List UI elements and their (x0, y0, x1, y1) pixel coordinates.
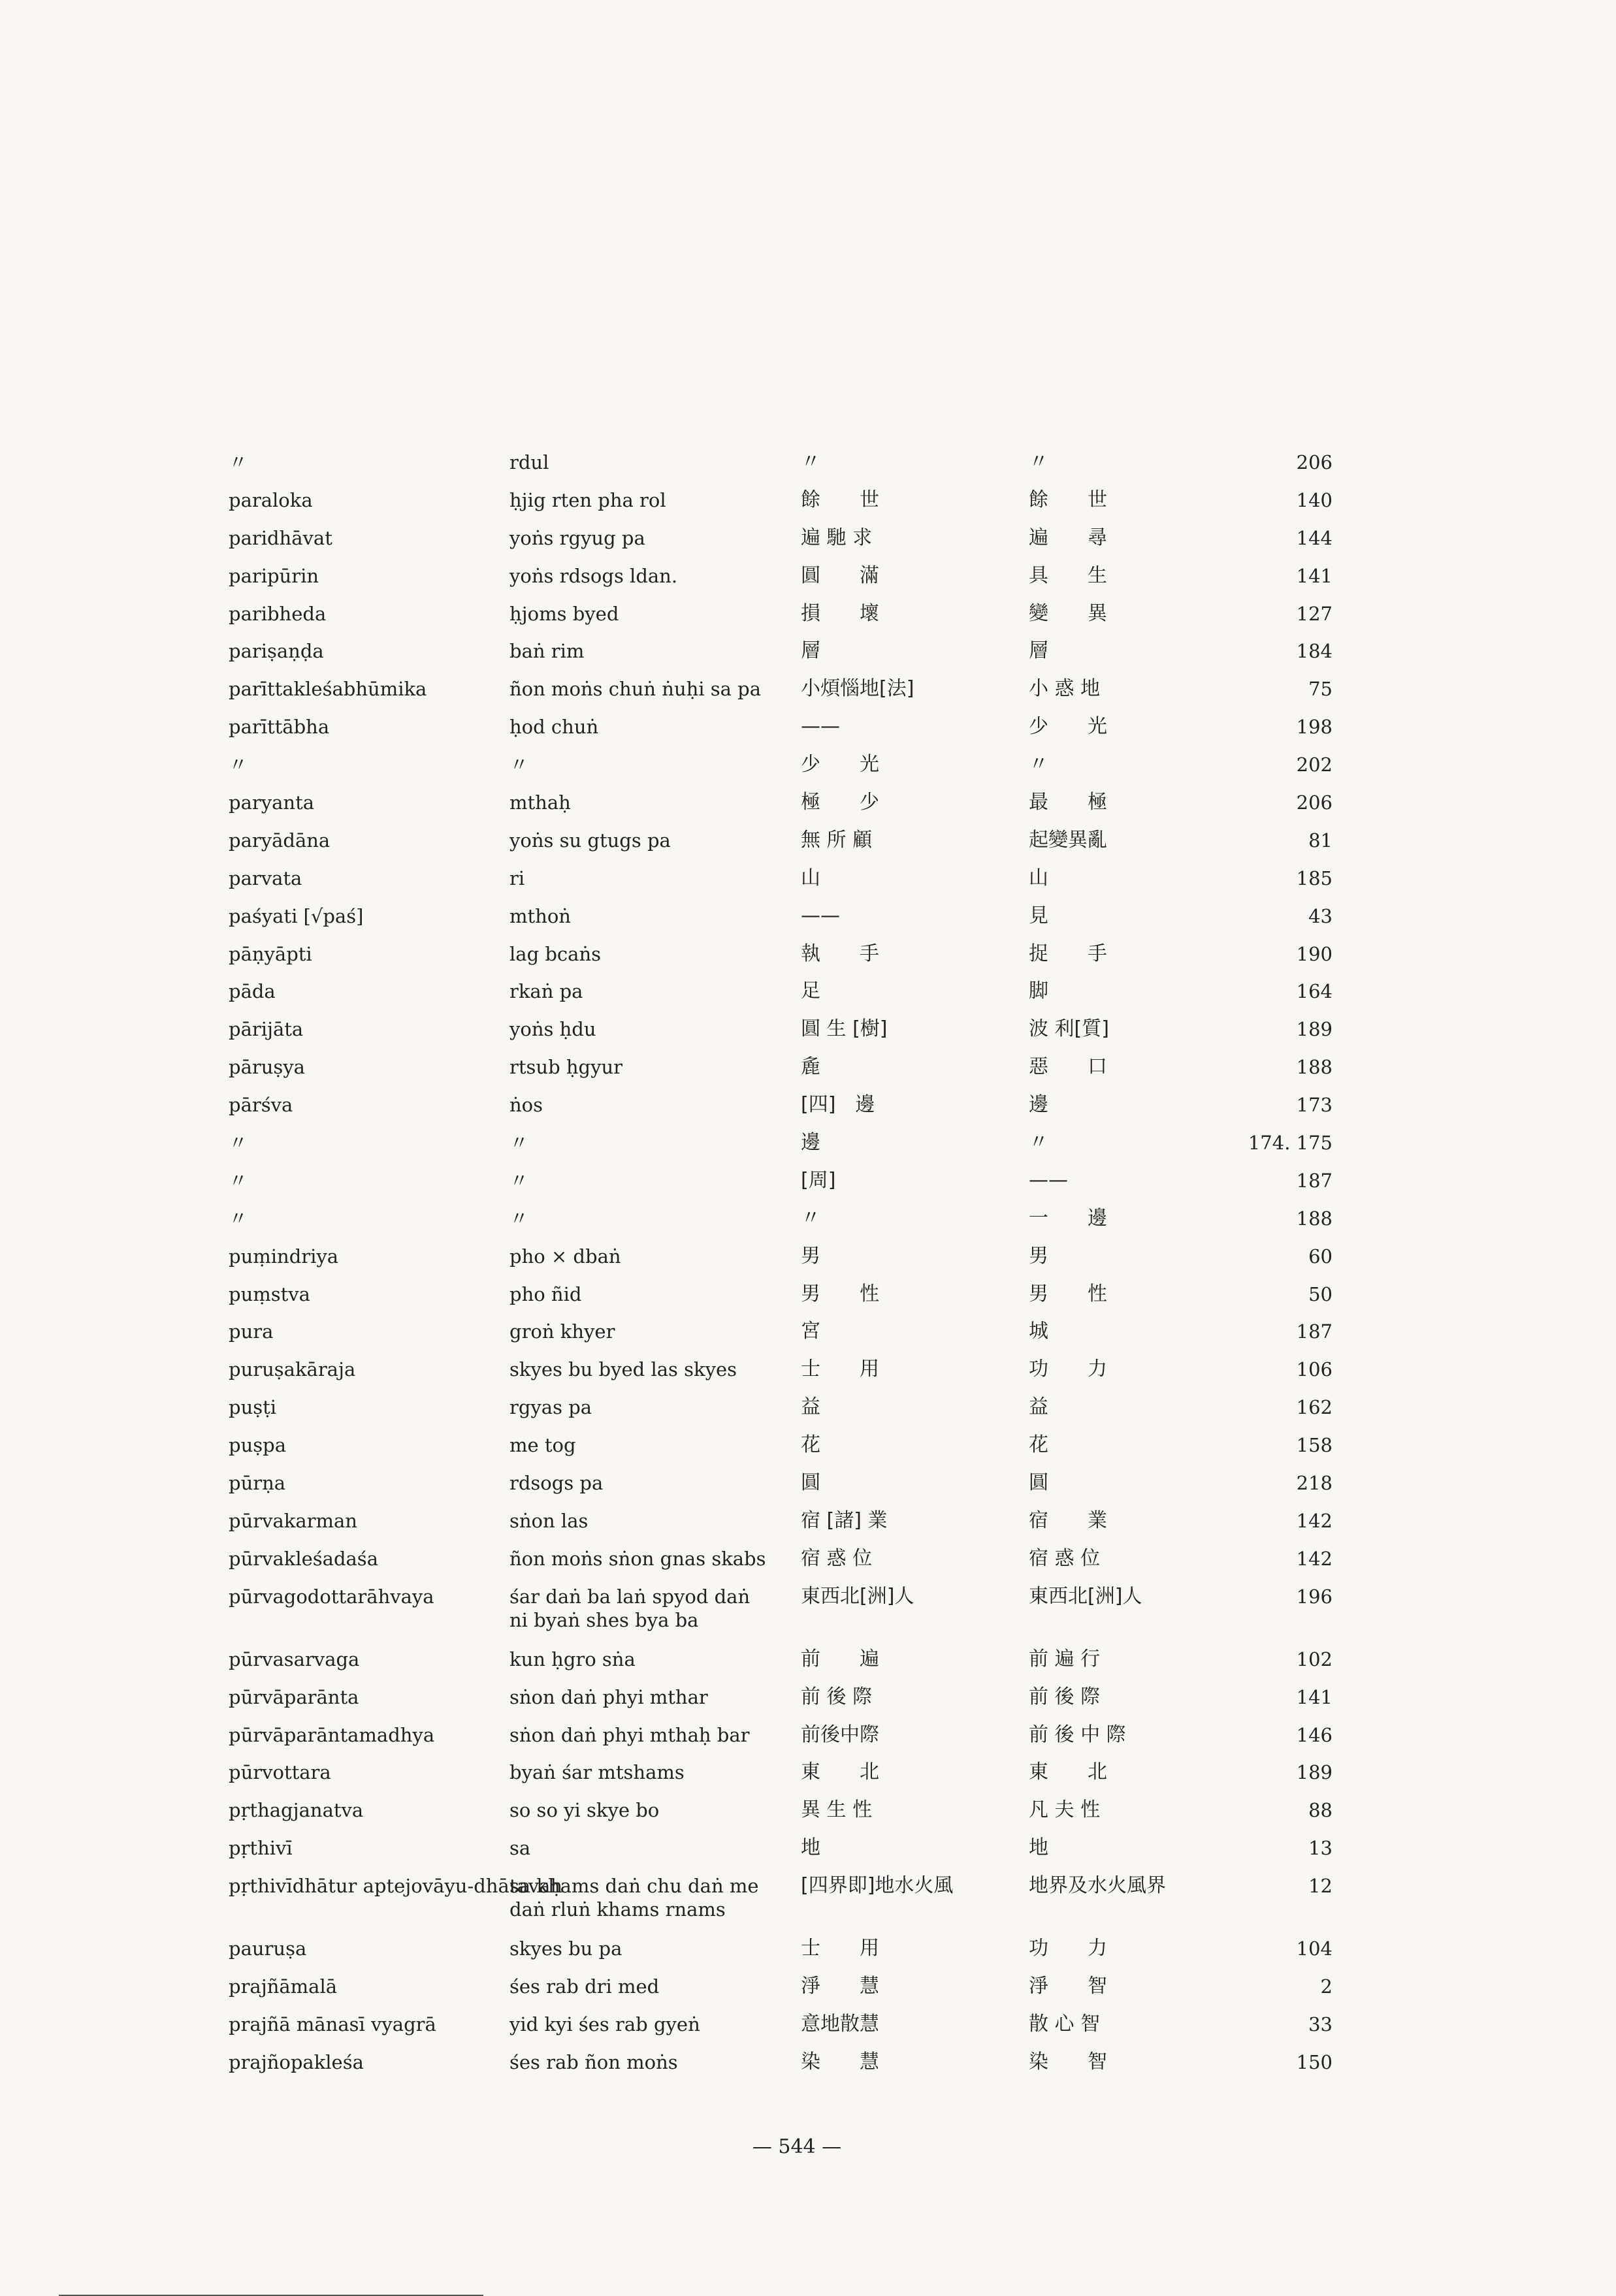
glossary-table (229, 451, 1333, 2088)
tibetan-term: śes rab dri med (509, 1975, 660, 1998)
chinese-translation-1: 士 用 (801, 1937, 879, 1960)
page-ref: 173 (1296, 1094, 1333, 1117)
sanskrit-term: paryādāna (229, 829, 331, 852)
tibetan-term: śar daṅ ba laṅ spyod daṅ ni byaṅ shes bya ba (509, 1585, 751, 1631)
table-row (229, 1017, 1333, 1055)
table-row (229, 1509, 1333, 1547)
tibetan-term: yoṅs rdsogs ldan. (509, 564, 678, 587)
page-ref: 50 (1308, 1283, 1333, 1305)
chinese-translation-1: 益 (801, 1395, 820, 1419)
sanskrit-term: 〃 (229, 754, 248, 776)
sanskrit-term: pūrvottara (229, 1761, 331, 1784)
tibetan-term: pho × dbaṅ (509, 1245, 621, 1268)
table-row (229, 1131, 1333, 1169)
table-row (229, 1320, 1333, 1358)
sanskrit-term: pārśva (229, 1094, 293, 1117)
sanskrit-term: 〃 (229, 1207, 248, 1230)
chinese-translation-2: 東 北 (1029, 1761, 1107, 1784)
chinese-translation-2: 邊 (1029, 1093, 1048, 1117)
chinese-translation-2: 〃 (1029, 753, 1048, 776)
chinese-translation-1: 東西北[洲]人 (801, 1584, 914, 1608)
chinese-translation-1: 東 北 (801, 1761, 879, 1784)
tibetan-term: baṅ rim (509, 640, 585, 663)
chinese-translation-1: 損 壞 (801, 601, 879, 625)
chinese-translation-1: 圓 生 [樹] (801, 1017, 888, 1041)
page-ref: 75 (1308, 678, 1333, 701)
page-ref: 142 (1296, 1547, 1333, 1570)
tibetan-term: pho ñid (509, 1283, 582, 1305)
tibetan-term: skyes bu byed las skyes (509, 1358, 737, 1381)
table-row (229, 942, 1333, 980)
table-row (229, 867, 1333, 904)
table-row (229, 1093, 1333, 1131)
chinese-translation-1: 麁 (801, 1055, 820, 1079)
page-ref: 102 (1296, 1648, 1333, 1670)
chinese-translation-1: 地 (801, 1836, 820, 1860)
table-row (229, 904, 1333, 942)
chinese-translation-2: 見 (1029, 904, 1048, 927)
page-ref: 43 (1308, 904, 1333, 927)
chinese-translation-1: 無 所 顧 (801, 828, 873, 852)
page-ref: 164 (1296, 980, 1333, 1003)
chinese-translation-2: 前 遍 行 (1029, 1647, 1101, 1670)
tibetan-term: groṅ khyer (509, 1320, 615, 1343)
page-ref: 206 (1296, 451, 1333, 473)
sanskrit-term: puruṣakāraja (229, 1358, 356, 1381)
table-row (229, 829, 1333, 867)
tibetan-term: ḥjoms byed (509, 602, 619, 625)
tibetan-term: mthoṅ (509, 904, 571, 927)
tibetan-term: 〃 (509, 1207, 529, 1230)
chinese-translation-2: 地 (1029, 1836, 1048, 1860)
tibetan-term: byaṅ śar mtshams (509, 1761, 685, 1784)
chinese-translation-2: 一 邊 (1029, 1206, 1107, 1230)
page-ref: 140 (1296, 488, 1333, 511)
sanskrit-term: paraloka (229, 488, 313, 511)
chinese-translation-2: 城 (1029, 1320, 1048, 1343)
sanskrit-term: pūrvasarvaga (229, 1648, 360, 1670)
chinese-translation-1: 染 慧 (801, 2050, 879, 2073)
tibetan-term: yoṅs rgyug pa (509, 526, 645, 549)
table-row (229, 1836, 1333, 1874)
tibetan-term: rdsogs pa (509, 1472, 604, 1495)
tibetan-term: kun ḥgro sṅa (509, 1648, 636, 1670)
table-row (229, 488, 1333, 526)
chinese-translation-1: 〃 (801, 1206, 820, 1230)
page-ref: 33 (1308, 2013, 1333, 2035)
page-ref: 187 (1296, 1320, 1333, 1343)
chinese-translation-1: [周] (801, 1168, 836, 1192)
tibetan-term: rgyas pa (509, 1396, 592, 1419)
tibetan-term: yoṅs su gtugs pa (509, 829, 671, 852)
tibetan-term: mthaḥ (509, 791, 571, 814)
chinese-translation-1: 宿 惑 位 (801, 1546, 873, 1570)
table-row (229, 1471, 1333, 1509)
tibetan-term: skyes bu pa (509, 1937, 622, 1960)
chinese-translation-2: 凡 夫 性 (1029, 1798, 1101, 1822)
sanskrit-term: 〃 (229, 1169, 248, 1192)
chinese-translation-2: 脚 (1029, 980, 1048, 1003)
sanskrit-term: prajñā mānasī vyagrā (229, 2013, 436, 2035)
sanskrit-term: prajñāmalā (229, 1975, 338, 1998)
chinese-translation-1: 士 用 (801, 1358, 879, 1381)
chinese-translation-2: 〃 (1029, 451, 1048, 473)
sanskrit-term: pūrvāparānta (229, 1685, 359, 1708)
table-row (229, 1547, 1333, 1585)
table-row (229, 2013, 1333, 2050)
chinese-translation-2: 散 心 智 (1029, 2012, 1101, 2035)
sanskrit-term: pṛthivī (229, 1837, 293, 1860)
table-row (229, 1585, 1333, 1648)
sanskrit-term: pāda (229, 980, 276, 1003)
tibetan-term: so so yi skye bo (509, 1799, 660, 1822)
chinese-translation-2: 染 智 (1029, 2050, 1107, 2073)
tibetan-term: sa khams daṅ chu daṅ me daṅ rluṅ khams rnams (509, 1875, 759, 1921)
chinese-translation-1: 餘 世 (801, 488, 879, 511)
table-row (229, 2050, 1333, 2088)
chinese-translation-1: —— (801, 715, 840, 739)
table-row (229, 526, 1333, 564)
chinese-translation-1: [四界即]地水火風 (801, 1874, 954, 1898)
chinese-translation-1: —— (801, 904, 840, 927)
chinese-translation-2: 花 (1029, 1433, 1048, 1457)
chinese-translation-2: 惡 口 (1029, 1055, 1107, 1079)
table-row (229, 1358, 1333, 1395)
sanskrit-term: 〃 (229, 451, 248, 473)
chinese-translation-2: 淨 智 (1029, 1974, 1107, 1998)
table-row (229, 1055, 1333, 1093)
tibetan-term: sa (509, 1837, 531, 1860)
sanskrit-term: puṃstva (229, 1283, 310, 1305)
page-ref: 158 (1296, 1434, 1333, 1457)
page-ref: 206 (1296, 791, 1333, 814)
table-row (229, 1433, 1333, 1471)
table-row (229, 753, 1333, 791)
page-ref: 13 (1308, 1837, 1333, 1860)
page-ref: 106 (1296, 1358, 1333, 1381)
sanskrit-term: parīttābha (229, 716, 330, 739)
sanskrit-term: pariṣaṇḍa (229, 640, 324, 663)
tibetan-term: sṅon daṅ phyi mthaḥ bar (509, 1723, 750, 1746)
chinese-translation-2: 功 力 (1029, 1358, 1107, 1381)
page-ref: 198 (1296, 716, 1333, 739)
page-ref: 174. 175 (1248, 1132, 1333, 1155)
page-ref: 88 (1308, 1799, 1333, 1822)
chinese-translation-1: 意地散慧 (801, 2012, 879, 2035)
chinese-translation-2: 捉 手 (1029, 942, 1107, 965)
table-row (229, 1723, 1333, 1761)
chinese-translation-2: 波 利[質] (1029, 1017, 1109, 1041)
chinese-translation-2: 具 生 (1029, 564, 1107, 587)
chinese-translation-2: 圓 (1029, 1471, 1048, 1495)
table-row (229, 1207, 1333, 1245)
sanskrit-term: pūrvāparāntamadhya (229, 1723, 435, 1746)
chinese-translation-2: 變 異 (1029, 601, 1107, 625)
table-row (229, 980, 1333, 1017)
chinese-translation-1: 少 光 (801, 753, 879, 776)
chinese-translation-1: 足 (801, 980, 820, 1003)
page-ref: 184 (1296, 640, 1333, 663)
chinese-translation-1: 宿 [諸] 業 (801, 1508, 888, 1532)
page-ref: 142 (1296, 1509, 1333, 1532)
table-row (229, 1937, 1333, 1975)
chinese-translation-1: 執 手 (801, 942, 879, 965)
page-ref: 218 (1296, 1472, 1333, 1495)
page-ref: 81 (1308, 829, 1333, 852)
chinese-translation-1: 〃 (801, 451, 820, 473)
tibetan-term: 〃 (509, 1169, 529, 1192)
chinese-translation-2: 男 (1029, 1244, 1048, 1268)
sanskrit-term: paribheda (229, 602, 327, 625)
tibetan-term: rdul (509, 451, 549, 473)
chinese-translation-2: 〃 (1029, 1131, 1048, 1155)
table-row (229, 1245, 1333, 1283)
tibetan-term: 〃 (509, 754, 529, 776)
page-ref: 60 (1308, 1245, 1333, 1268)
chinese-translation-2: 功 力 (1029, 1937, 1107, 1960)
table-row (229, 1395, 1333, 1433)
chinese-translation-1: 宮 (801, 1320, 820, 1343)
table-row (229, 1648, 1333, 1685)
chinese-translation-1: 男 (801, 1244, 820, 1268)
page-ref: 189 (1296, 1761, 1333, 1784)
table-row (229, 1685, 1333, 1723)
chinese-translation-1: 前 遍 (801, 1647, 879, 1670)
chinese-translation-1: 圓 滿 (801, 564, 879, 587)
chinese-translation-2: 宿 業 (1029, 1508, 1107, 1532)
page-ref: 188 (1296, 1056, 1333, 1079)
chinese-translation-1: 前 後 際 (801, 1685, 873, 1708)
tibetan-term: śes rab ñon moṅs (509, 2050, 678, 2073)
sanskrit-term: puṃindriya (229, 1245, 339, 1268)
page-ref: 188 (1296, 1207, 1333, 1230)
chinese-translation-2: 地界及水火風界 (1029, 1874, 1166, 1898)
sanskrit-term: paripūrin (229, 564, 319, 587)
sanskrit-term: puṣpa (229, 1434, 286, 1457)
tibetan-term: ḥjig rten pha rol (509, 488, 666, 511)
chinese-translation-1: 花 (801, 1433, 820, 1457)
chinese-translation-1: 男 性 (801, 1282, 879, 1305)
table-row (229, 639, 1333, 677)
sanskrit-term: pṛthagjanatva (229, 1799, 364, 1822)
tibetan-term: me tog (509, 1434, 576, 1457)
page-ref: 144 (1296, 526, 1333, 549)
table-row (229, 677, 1333, 715)
chinese-translation-2: 層 (1029, 639, 1048, 663)
page-ref: 141 (1296, 1685, 1333, 1708)
sanskrit-term: prajñopakleśa (229, 2050, 364, 2073)
table-row (229, 451, 1333, 488)
chinese-translation-1: [四] 邊 (801, 1093, 875, 1117)
tibetan-term: sṅon daṅ phyi mthar (509, 1685, 708, 1708)
page-ref: 104 (1296, 1937, 1333, 1960)
table-row (229, 1761, 1333, 1798)
tibetan-term: rkaṅ pa (509, 980, 583, 1003)
tibetan-term: yoṅs ḥdu (509, 1018, 596, 1041)
sanskrit-term: parvata (229, 867, 302, 889)
tibetan-term: rtsub ḥgyur (509, 1056, 623, 1079)
tibetan-term: ri (509, 867, 525, 889)
tibetan-term: ñon moṅs chuṅ ṅuḥi sa pa (509, 678, 762, 701)
chinese-translation-2: —— (1029, 1168, 1068, 1192)
tibetan-term: ṅos (509, 1094, 543, 1117)
chinese-translation-2: 遍 尋 (1029, 526, 1107, 549)
table-row (229, 564, 1333, 602)
chinese-translation-1: 邊 (801, 1131, 820, 1155)
table-row (229, 715, 1333, 753)
sanskrit-term: 〃 (229, 1132, 248, 1155)
page-ref: 141 (1296, 564, 1333, 587)
chinese-translation-1: 層 (801, 639, 820, 663)
sanskrit-term: pūrvakleśadaśa (229, 1547, 378, 1570)
tibetan-term: sṅon las (509, 1509, 589, 1532)
sanskrit-term: parīttakleśabhūmika (229, 678, 427, 701)
page-ref: 127 (1296, 602, 1333, 625)
table-row (229, 1874, 1333, 1937)
chinese-translation-2: 小 惑 地 (1029, 677, 1101, 701)
chinese-translation-2: 山 (1029, 866, 1048, 889)
table-row (229, 1169, 1333, 1207)
table-row (229, 1975, 1333, 2013)
chinese-translation-2: 前 後 中 際 (1029, 1723, 1126, 1746)
table-row (229, 791, 1333, 829)
tibetan-term: lag bcaṅs (509, 942, 602, 965)
page-ref: 202 (1296, 754, 1333, 776)
tibetan-term: ñon moṅs sṅon gnas skabs (509, 1547, 766, 1570)
chinese-translation-1: 極 少 (801, 791, 879, 814)
page-ref: 162 (1296, 1396, 1333, 1419)
page-ref: 189 (1296, 1018, 1333, 1041)
chinese-translation-2: 益 (1029, 1395, 1048, 1419)
chinese-translation-1: 遍 馳 求 (801, 526, 873, 549)
chinese-translation-1: 異 生 性 (801, 1798, 873, 1822)
sanskrit-term: puṣṭi (229, 1396, 277, 1419)
chinese-translation-2: 餘 世 (1029, 488, 1107, 511)
sanskrit-term: pūrvagodottarāhvaya (229, 1585, 434, 1608)
sanskrit-term: pṛthivīdhātur aptejovāyu-dhātavaḥ (229, 1875, 563, 1898)
chinese-translation-2: 前 後 際 (1029, 1685, 1101, 1708)
chinese-translation-2: 起變異亂 (1029, 828, 1107, 852)
table-row (229, 1283, 1333, 1320)
chinese-translation-1: 小煩惱地[法] (801, 677, 914, 701)
sanskrit-term: pūrṇa (229, 1472, 286, 1495)
sanskrit-term: pāṇyāpti (229, 942, 312, 965)
page-ref: 190 (1296, 942, 1333, 965)
chinese-translation-2: 東西北[洲]人 (1029, 1584, 1142, 1608)
sanskrit-term: paridhāvat (229, 526, 332, 549)
sanskrit-term: paśyati [√paś] (229, 904, 364, 927)
chinese-translation-2: 宿 惑 位 (1029, 1546, 1101, 1570)
tibetan-term: 〃 (509, 1132, 529, 1155)
sanskrit-term: pāruṣya (229, 1056, 305, 1079)
page-ref: 185 (1296, 867, 1333, 889)
chinese-translation-1: 前後中際 (801, 1723, 879, 1746)
sanskrit-term: pauruṣa (229, 1937, 307, 1960)
tibetan-term: yid kyi śes rab gyeṅ (509, 2013, 700, 2035)
chinese-translation-2: 男 性 (1029, 1282, 1107, 1305)
page-ref: 146 (1296, 1723, 1333, 1746)
sanskrit-term: pūrvakarman (229, 1509, 357, 1532)
tibetan-term: ḥod chuṅ (509, 716, 599, 739)
page-ref: 150 (1296, 2050, 1333, 2073)
chinese-translation-2: 最 極 (1029, 791, 1107, 814)
page-ref: 187 (1296, 1169, 1333, 1192)
page-ref: 2 (1320, 1975, 1333, 1998)
page-number: — 544 — (752, 2135, 842, 2158)
chinese-translation-2: 少 光 (1029, 715, 1107, 739)
page-ref: 12 (1308, 1875, 1333, 1898)
chinese-translation-1: 圓 (801, 1471, 820, 1495)
sanskrit-term: paryanta (229, 791, 315, 814)
page-ref: 196 (1296, 1585, 1333, 1608)
chinese-translation-1: 山 (801, 866, 820, 889)
sanskrit-term: pārijāta (229, 1018, 304, 1041)
sanskrit-term: pura (229, 1320, 274, 1343)
table-row (229, 602, 1333, 640)
table-row (229, 1798, 1333, 1836)
chinese-translation-1: 淨 慧 (801, 1974, 879, 1998)
